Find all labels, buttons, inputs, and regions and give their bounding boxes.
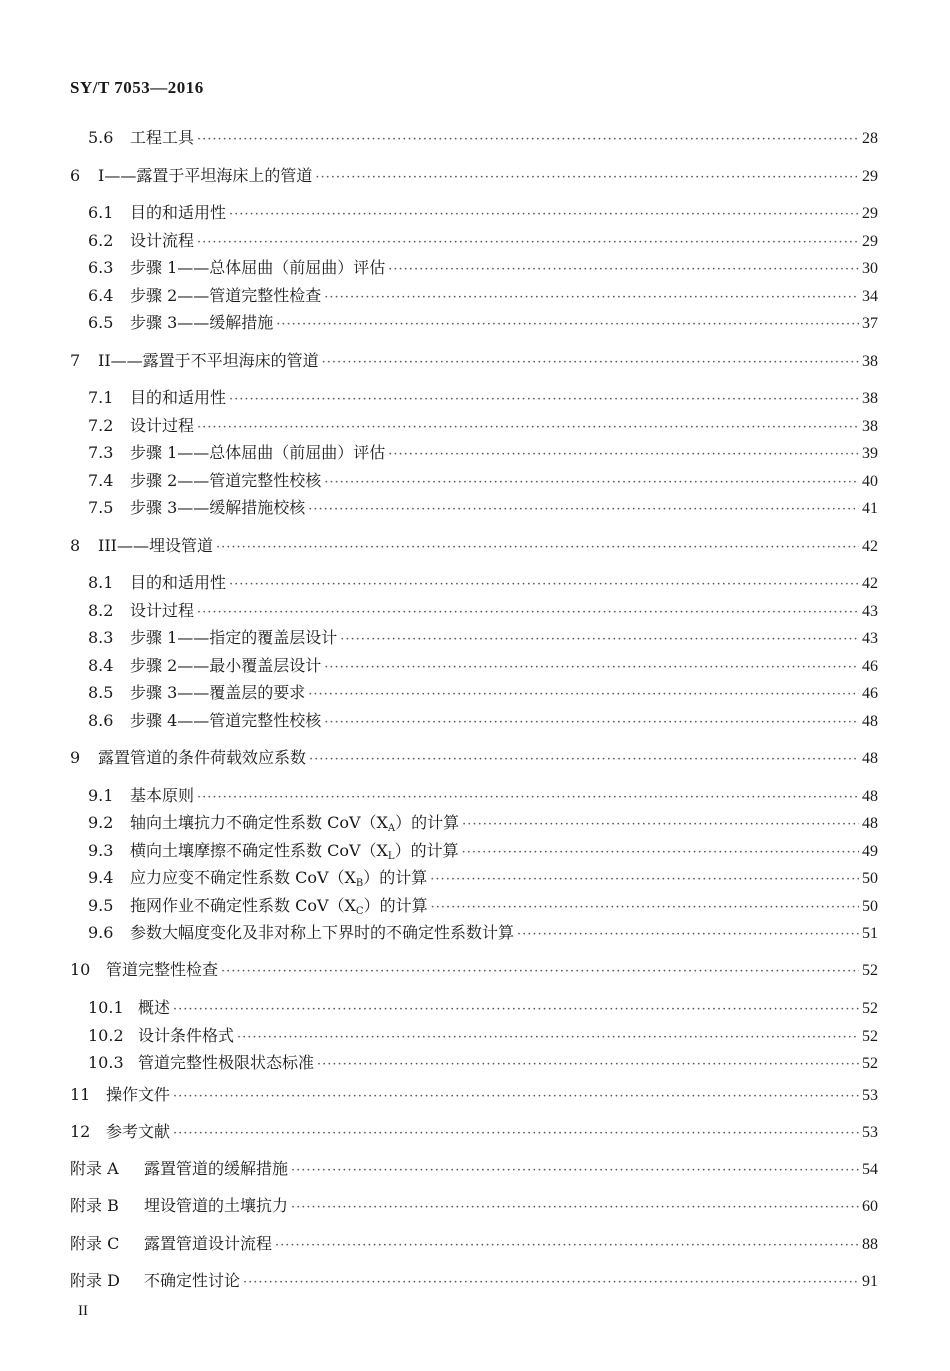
toc-number: 10 xyxy=(70,960,91,979)
toc-leader-dots xyxy=(388,445,859,465)
toc-entry-8-3[interactable] xyxy=(88,628,878,650)
toc-number: 8 xyxy=(70,536,81,555)
toc-leader-dots xyxy=(173,1087,859,1107)
toc-title: 步骤 1——指定的覆盖层设计 xyxy=(130,628,338,647)
toc-number: 10.3 xyxy=(88,1053,124,1072)
toc-page: 48 xyxy=(862,788,878,805)
toc-number: 8.4 xyxy=(88,656,114,675)
toc-entry-12[interactable] xyxy=(70,1122,878,1144)
toc-page: 88 xyxy=(862,1236,878,1253)
toc-page: 91 xyxy=(862,1273,878,1290)
toc-page: 53 xyxy=(862,1087,878,1104)
toc-leader-dots xyxy=(317,1055,859,1075)
toc-title: 工程工具 xyxy=(130,128,195,147)
toc-title: 步骤 1——总体屈曲（前屈曲）评估 xyxy=(130,258,386,277)
toc-number: 10.2 xyxy=(88,1026,124,1045)
toc-page: 50 xyxy=(862,870,878,887)
toc-number: 9.6 xyxy=(88,923,114,942)
toc-entry-5-6[interactable] xyxy=(88,128,878,150)
toc-number: 8.1 xyxy=(88,573,114,592)
toc-title: 参考文献 xyxy=(106,1122,171,1141)
toc-leader-dots xyxy=(197,130,859,150)
toc-leader-dots xyxy=(309,750,859,770)
toc-leader-dots xyxy=(324,658,859,678)
toc-leader-dots xyxy=(462,815,859,835)
toc-leader-dots xyxy=(173,1000,859,1020)
toc-page: 51 xyxy=(862,925,878,942)
toc-title: 基本原则 xyxy=(130,786,195,805)
toc-leader-dots xyxy=(340,630,859,650)
toc-number: 9.2 xyxy=(88,813,114,832)
toc-title: 不确定性讨论 xyxy=(144,1271,241,1290)
toc-entry-6-4[interactable] xyxy=(88,286,878,308)
toc-title: 步骤 1——总体屈曲（前屈曲）评估 xyxy=(130,443,386,462)
toc-entry-appendix-c[interactable] xyxy=(70,1234,878,1256)
toc-page: 60 xyxy=(862,1198,878,1215)
toc-number: 6.3 xyxy=(88,258,114,277)
toc-number: 9 xyxy=(70,748,81,767)
toc-title-subscript: A xyxy=(387,823,396,834)
toc-title-subscript: L xyxy=(387,851,395,862)
toc-leader-dots xyxy=(431,898,859,918)
toc-title xyxy=(130,896,428,919)
toc-number: 5.6 xyxy=(88,128,114,147)
toc-entry-10-2[interactable] xyxy=(88,1026,878,1048)
toc-page: 38 xyxy=(862,353,878,370)
toc-page: 40 xyxy=(862,473,878,490)
toc-title-text-end: ）的计算 xyxy=(363,896,428,915)
toc-number: 附录 C xyxy=(70,1234,120,1253)
toc-leader-dots xyxy=(308,685,859,705)
toc-leader-dots xyxy=(276,315,859,335)
toc-number: 12 xyxy=(70,1122,91,1141)
toc-entry-6-1[interactable] xyxy=(88,203,878,225)
toc-leader-dots xyxy=(308,500,859,520)
toc-title: I——露置于平坦海床上的管道 xyxy=(98,166,313,185)
toc-title: 概述 xyxy=(138,998,171,1017)
toc-entry-8-2[interactable] xyxy=(88,601,878,623)
toc-title xyxy=(130,868,427,891)
toc-number: 6 xyxy=(70,166,81,185)
toc-entry-appendix-a[interactable] xyxy=(70,1159,878,1181)
toc-number: 8.2 xyxy=(88,601,114,620)
toc-entry-9-5[interactable] xyxy=(88,896,878,919)
toc-entry-appendix-d[interactable] xyxy=(70,1271,878,1293)
toc-title: 目的和适用性 xyxy=(130,573,227,592)
toc-title-subscript: B xyxy=(355,878,364,889)
toc-title: 步骤 4——管道完整性校核 xyxy=(130,711,322,730)
toc-leader-dots xyxy=(291,1198,859,1218)
toc-page: 42 xyxy=(862,575,878,592)
toc-title-text: 应力应变不确定性系数 CoV（X xyxy=(130,868,356,887)
toc-title: 步骤 3——缓解措施校核 xyxy=(130,498,306,517)
toc-title xyxy=(130,813,459,836)
toc-number: 8.6 xyxy=(88,711,114,730)
toc-page: 52 xyxy=(862,1028,878,1045)
toc-entry-8-1[interactable] xyxy=(88,573,878,595)
toc-entry-9[interactable] xyxy=(70,748,878,770)
toc-entry-7[interactable] xyxy=(70,351,878,373)
toc-title: 参数大幅度变化及非对称上下界时的不确定性系数计算 xyxy=(130,923,515,942)
toc-title-text: 轴向土壤抗力不确定性系数 CoV（X xyxy=(130,813,388,832)
toc-number: 10.1 xyxy=(88,998,124,1017)
toc-leader-dots xyxy=(243,1273,859,1293)
toc-entry-10-1[interactable] xyxy=(88,998,878,1020)
toc-leader-dots xyxy=(197,788,859,808)
toc-number: 8.5 xyxy=(88,683,114,702)
toc-leader-dots xyxy=(275,1236,859,1256)
toc-page: 50 xyxy=(862,898,878,915)
toc-title: 露置管道的缓解措施 xyxy=(144,1159,289,1178)
toc-page: 30 xyxy=(862,260,878,277)
toc-page: 46 xyxy=(862,658,878,675)
toc-title: 步骤 2——最小覆盖层设计 xyxy=(130,656,322,675)
toc-entry-9-2[interactable] xyxy=(88,813,878,836)
toc-title: 埋设管道的土壤抗力 xyxy=(144,1196,289,1215)
toc-leader-dots xyxy=(229,390,859,410)
toc-leader-dots xyxy=(462,843,859,863)
toc-number: 6.1 xyxy=(88,203,114,222)
toc-entry-9-6[interactable] xyxy=(88,923,878,945)
toc-entry-8-4[interactable] xyxy=(88,656,878,678)
toc-entry-7-3[interactable] xyxy=(88,443,878,465)
toc-entry-9-3[interactable] xyxy=(88,841,878,864)
toc-number: 附录 A xyxy=(70,1159,119,1178)
toc-page: 37 xyxy=(862,315,878,332)
toc-number: 9.3 xyxy=(88,841,114,860)
toc-title: 目的和适用性 xyxy=(130,203,227,222)
toc-entry-9-4[interactable] xyxy=(88,868,878,891)
toc-page: 52 xyxy=(862,962,878,979)
toc-page: 49 xyxy=(862,843,878,860)
toc-number: 11 xyxy=(70,1085,91,1104)
toc-number: 8.3 xyxy=(88,628,114,647)
toc-leader-dots xyxy=(197,603,859,623)
toc-title: III——埋设管道 xyxy=(98,536,213,555)
toc-title-text: 横向土壤摩擦不确定性系数 CoV（X xyxy=(130,841,388,860)
toc-entry-7-5[interactable] xyxy=(88,498,878,520)
toc-page: 48 xyxy=(862,815,878,832)
toc-title: 步骤 2——管道完整性检查 xyxy=(130,286,322,305)
toc-number: 6.4 xyxy=(88,286,114,305)
toc-leader-dots xyxy=(173,1124,859,1144)
toc-page: 42 xyxy=(862,538,878,555)
toc-title: 操作文件 xyxy=(106,1085,171,1104)
toc-entry-6-5[interactable] xyxy=(88,313,878,335)
toc-page: 52 xyxy=(862,1000,878,1017)
toc-number: 附录 D xyxy=(70,1271,120,1290)
toc-page: 54 xyxy=(862,1161,878,1178)
toc-entry-6[interactable] xyxy=(70,166,878,188)
toc-title: 步骤 3——缓解措施 xyxy=(130,313,274,332)
toc-title-text: 拖网作业不确定性系数 CoV（X xyxy=(130,896,356,915)
toc-entry-9-1[interactable] xyxy=(88,786,878,808)
toc-title: 步骤 3——覆盖层的要求 xyxy=(130,683,306,702)
toc-number: 7 xyxy=(70,351,81,370)
toc-page: 29 xyxy=(862,205,878,222)
toc-page: 48 xyxy=(862,713,878,730)
toc-number: 附录 B xyxy=(70,1196,119,1215)
toc-number: 7.1 xyxy=(88,388,114,407)
toc-title-text-end: ）的计算 xyxy=(363,868,428,887)
toc-number: 7.3 xyxy=(88,443,114,462)
toc-page: 39 xyxy=(862,445,878,462)
toc-page: 52 xyxy=(862,1055,878,1072)
toc-leader-dots xyxy=(324,288,859,308)
toc-entry-appendix-b[interactable] xyxy=(70,1196,878,1218)
toc-title-subscript: C xyxy=(355,906,364,917)
toc-number: 7.5 xyxy=(88,498,114,517)
toc-title: II——露置于不平坦海床的管道 xyxy=(98,351,319,370)
toc-page: 43 xyxy=(862,603,878,620)
toc-page: 46 xyxy=(862,685,878,702)
document-code: SY/T 7053—2016 xyxy=(70,78,204,97)
toc-page: 29 xyxy=(862,168,878,185)
toc-entry-8-6[interactable] xyxy=(88,711,878,733)
toc-leader-dots xyxy=(197,418,859,438)
toc-leader-dots xyxy=(197,233,859,253)
toc-title: 设计过程 xyxy=(130,601,195,620)
toc-leader-dots xyxy=(291,1161,859,1181)
toc-number: 7.4 xyxy=(88,471,114,490)
toc-title-text-end: ）的计算 xyxy=(395,813,460,832)
toc-number: 9.5 xyxy=(88,896,114,915)
toc-page: 48 xyxy=(862,750,878,767)
toc-title: 管道完整性极限状态标准 xyxy=(138,1053,315,1072)
toc-title xyxy=(130,841,459,864)
toc-entry-6-2[interactable] xyxy=(88,231,878,253)
toc-entry-10[interactable] xyxy=(70,960,878,982)
toc-leader-dots xyxy=(315,168,859,188)
toc-leader-dots xyxy=(221,962,859,982)
toc-entry-10-3[interactable] xyxy=(88,1053,878,1075)
toc-entry-8[interactable] xyxy=(70,536,878,558)
toc-title: 步骤 2——管道完整性校核 xyxy=(130,471,322,490)
toc-leader-dots xyxy=(324,713,859,733)
toc-leader-dots xyxy=(388,260,859,280)
toc-page: 34 xyxy=(862,288,878,305)
toc-leader-dots xyxy=(216,538,859,558)
toc-entry-7-2[interactable] xyxy=(88,416,878,438)
toc-title: 管道完整性检查 xyxy=(106,960,219,979)
toc-title: 设计流程 xyxy=(130,231,195,250)
toc-title: 目的和适用性 xyxy=(130,388,227,407)
toc-leader-dots xyxy=(322,353,859,373)
toc-title: 露置管道的条件荷载效应系数 xyxy=(98,748,307,767)
toc-leader-dots xyxy=(324,473,859,493)
toc-title: 设计过程 xyxy=(130,416,195,435)
toc-page: 43 xyxy=(862,630,878,647)
toc-page: 28 xyxy=(862,130,878,147)
toc-page: 29 xyxy=(862,233,878,250)
toc-page: 38 xyxy=(862,390,878,407)
toc-title: 设计条件格式 xyxy=(138,1026,235,1045)
toc-entry-11[interactable] xyxy=(70,1085,878,1107)
toc-number: 9.1 xyxy=(88,786,114,805)
toc-entry-7-4[interactable] xyxy=(88,471,878,493)
toc-entry-6-3[interactable] xyxy=(88,258,878,280)
toc-number: 9.4 xyxy=(88,868,114,887)
toc-page: 38 xyxy=(862,418,878,435)
toc-page: 41 xyxy=(862,500,878,517)
toc-leader-dots xyxy=(430,870,859,890)
toc-entry-8-5[interactable] xyxy=(88,683,878,705)
toc-number: 6.5 xyxy=(88,313,114,332)
toc-leader-dots xyxy=(229,205,859,225)
page-number: II xyxy=(78,1303,88,1319)
toc-title: 露置管道设计流程 xyxy=(144,1234,273,1253)
toc-entry-7-1[interactable] xyxy=(88,388,878,410)
toc-page: 53 xyxy=(862,1124,878,1141)
toc-leader-dots xyxy=(229,575,859,595)
toc-title-text-end: ）的计算 xyxy=(394,841,459,860)
toc-leader-dots xyxy=(517,925,859,945)
toc-number: 7.2 xyxy=(88,416,114,435)
toc-number: 6.2 xyxy=(88,231,114,250)
toc-leader-dots xyxy=(237,1028,859,1048)
